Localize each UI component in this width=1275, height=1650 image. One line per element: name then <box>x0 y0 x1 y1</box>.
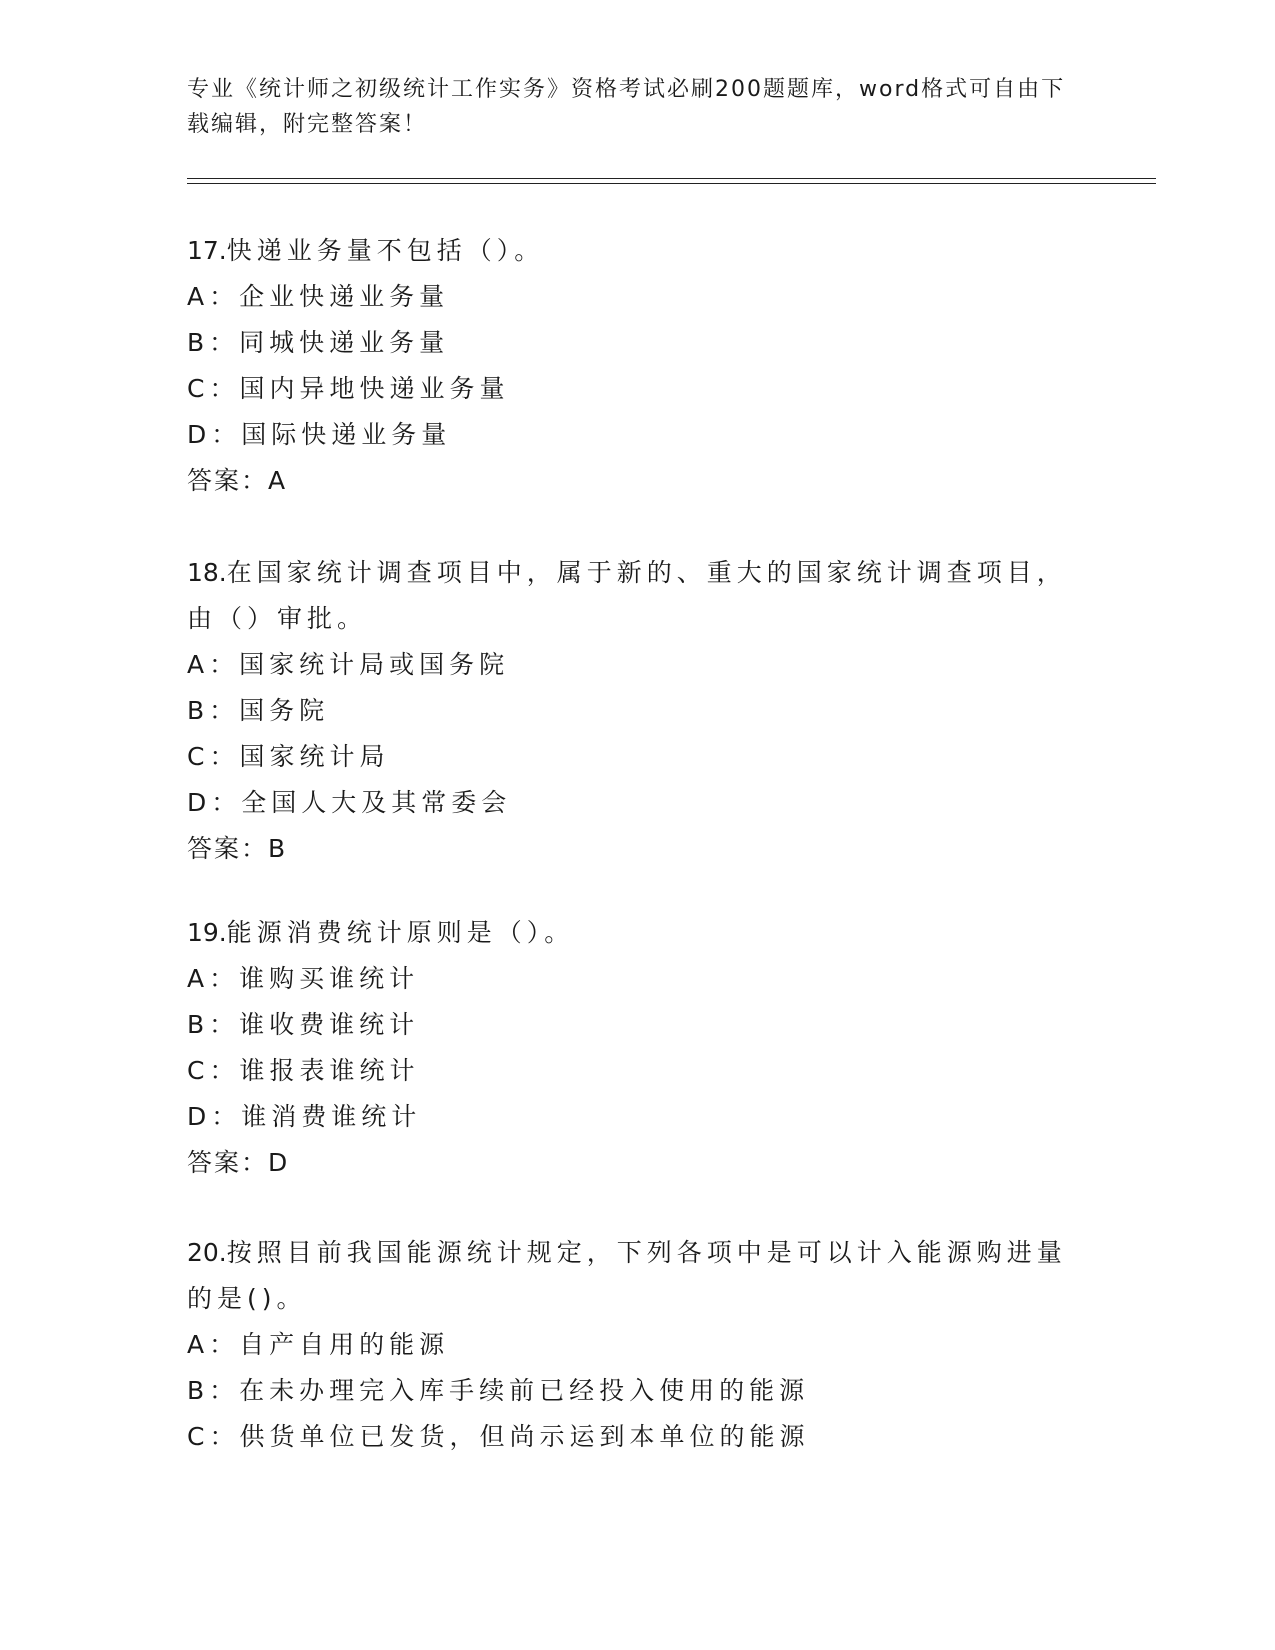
question-19 <box>187 910 1087 1186</box>
option-b: B：在未办理完入库手续前已经投入使用的能源 <box>187 1376 810 1405</box>
option-b: B：国务院 <box>187 696 330 725</box>
question-20 <box>187 1230 1087 1460</box>
question-text <box>187 228 1087 274</box>
document-header: 专业《统计师之初级统计工作实务》资格考试必刷200题题库，word格式可自由下载编辑，附完整答案！ <box>187 77 1066 137</box>
header-divider <box>187 178 1156 184</box>
option-d: D：国际快递业务量 <box>187 420 452 449</box>
option-c: C：国家统计局 <box>187 742 390 771</box>
question-18 <box>187 550 1087 872</box>
option-d: D：全国人大及其常委会 <box>187 788 512 817</box>
answer-label: 答案： <box>187 1148 269 1177</box>
option-c: C：国内异地快递业务量 <box>187 374 510 403</box>
option-b: B：谁收费谁统计 <box>187 1010 420 1039</box>
question-body: 能源消费统计原则是（）。 <box>226 918 575 947</box>
option-a: A：企业快递业务量 <box>187 282 450 311</box>
option-a: A：谁购买谁统计 <box>187 964 420 993</box>
answer-value: B <box>268 834 286 863</box>
answer-value: A <box>268 466 286 495</box>
question-number: 20. <box>187 1238 227 1267</box>
question-body: 在国家统计调查项目中，属于新的、重大的国家统计调查项目，由（）审批。 <box>187 558 1067 633</box>
question-number: 18. <box>187 558 227 587</box>
option-c: C：谁报表谁统计 <box>187 1056 420 1085</box>
option-a: A：自产自用的能源 <box>187 1330 450 1359</box>
answer-label: 答案： <box>187 834 269 863</box>
question-text <box>187 550 1087 642</box>
option-a: A：国家统计局或国务院 <box>187 650 510 679</box>
answer-label: 答案： <box>187 466 269 495</box>
question-17 <box>187 228 1087 504</box>
question-number: 17. <box>187 236 227 265</box>
option-b: B：同城快递业务量 <box>187 328 450 357</box>
answer-value: D <box>268 1148 288 1177</box>
option-d: D：谁消费谁统计 <box>187 1102 422 1131</box>
question-text <box>187 910 1087 956</box>
option-c: C：供货单位已发货，但尚示运到本单位的能源 <box>187 1422 810 1451</box>
question-number: 19. <box>187 918 227 947</box>
answer-line <box>187 1140 1087 1186</box>
question-body: 快递业务量不包括（）。 <box>226 236 545 265</box>
question-text <box>187 1230 1087 1322</box>
answer-line <box>187 826 1087 872</box>
question-body: 按照目前我国能源统计规定，下列各项中是可以计入能源购进量的是()。 <box>187 1238 1067 1313</box>
answer-line <box>187 458 1087 504</box>
